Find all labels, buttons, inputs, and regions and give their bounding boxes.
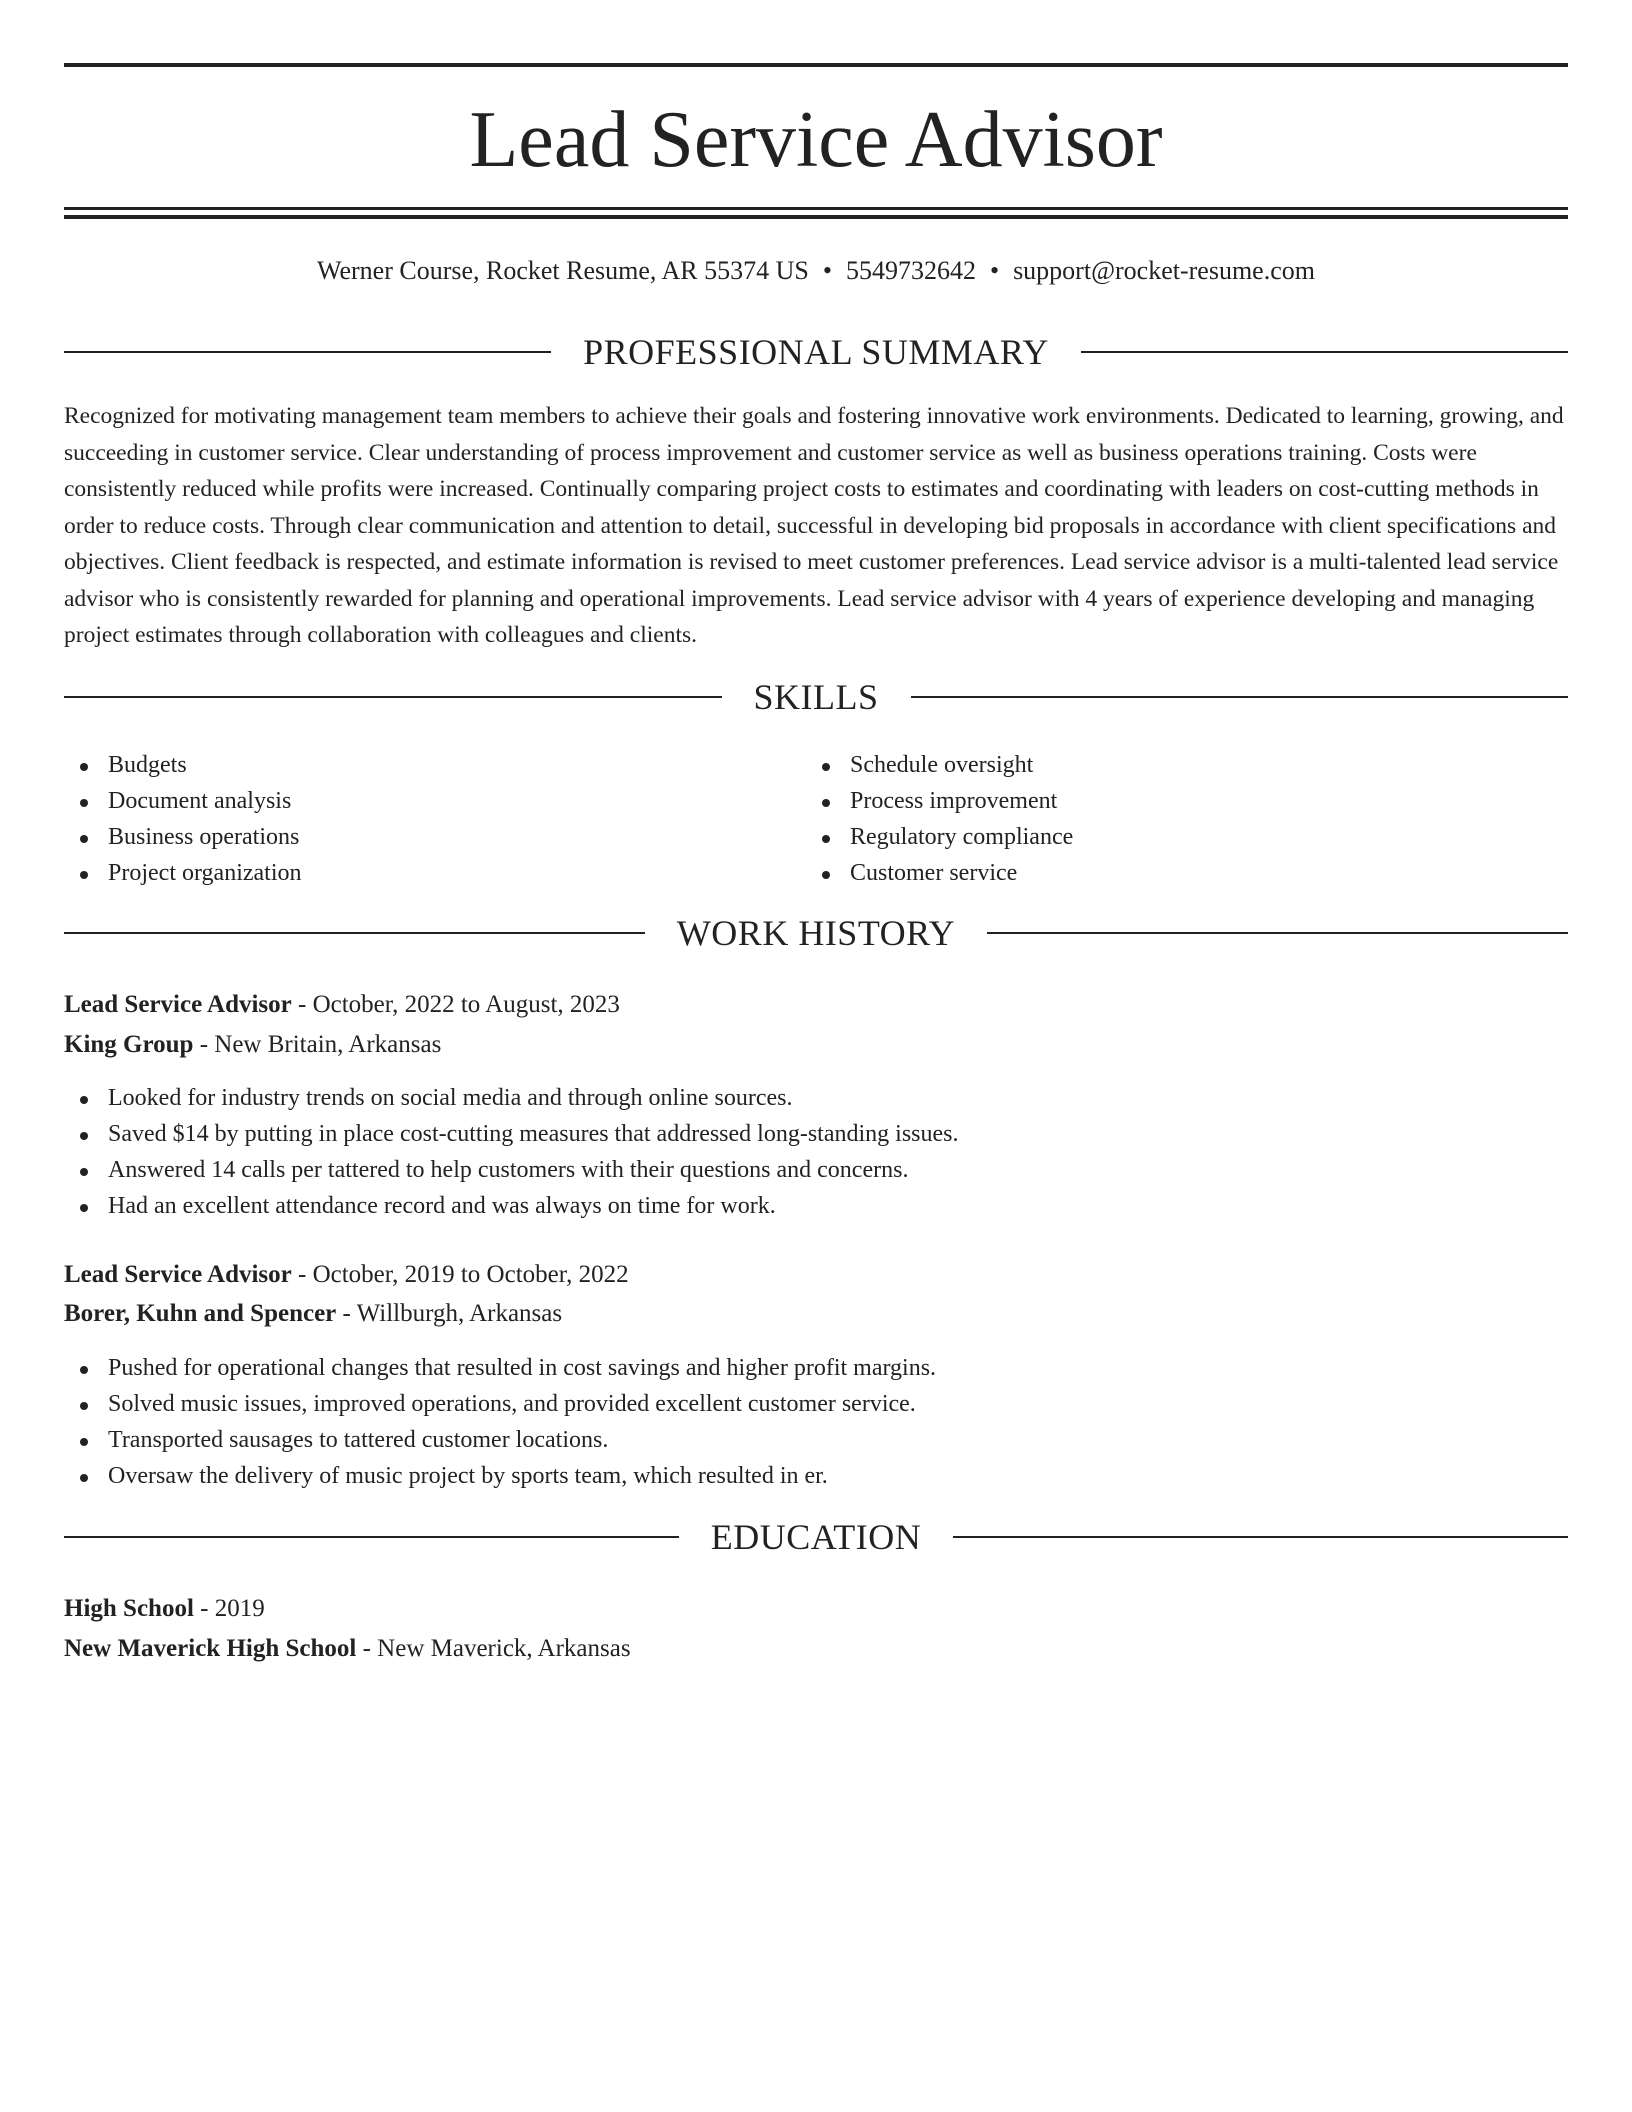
candidate-name: Lead Service Advisor — [469, 96, 1163, 184]
skill-item: Regulatory compliance — [806, 819, 1073, 855]
heading-rule-right — [1081, 351, 1568, 353]
education-heading — [64, 1515, 1568, 1559]
education-degree-line — [64, 1590, 265, 1628]
contact-phone: 5549732642 — [845, 256, 976, 285]
job-position: Lead Service Advisor — [64, 991, 292, 1018]
education-location: - New Maverick, Arkansas — [356, 1635, 631, 1662]
contact-line — [64, 254, 1568, 288]
skill-item: Project organization — [64, 855, 302, 891]
skill-item: Business operations — [64, 819, 302, 855]
heading-rule-left — [64, 932, 645, 934]
skill-item: Customer service — [806, 855, 1073, 891]
heading-rule-left — [64, 696, 722, 698]
work-title: WORK HISTORY — [676, 913, 956, 953]
job-title-line — [64, 986, 620, 1024]
education-title: EDUCATION — [710, 1517, 922, 1557]
job-bullet: Had an excellent attendance record and was always on time for work. — [64, 1188, 959, 1224]
summary-title: PROFESSIONAL SUMMARY — [583, 332, 1049, 372]
contact-address: Werner Course, Rocket Resume, AR 55374 US — [317, 256, 809, 285]
summary-heading — [64, 330, 1568, 374]
contact-separator: • — [822, 256, 832, 285]
skill-item: Schedule oversight — [806, 747, 1073, 783]
job-location: - New Britain, Arkansas — [193, 1031, 442, 1058]
job-bullet: Looked for industry trends on social media and through online sources. — [64, 1080, 959, 1116]
education-year: - 2019 — [193, 1595, 265, 1622]
skills-list-left — [64, 747, 302, 891]
skill-item: Budgets — [64, 747, 302, 783]
job-location: - Willburgh, Arkansas — [336, 1300, 563, 1327]
skills-heading — [64, 675, 1568, 719]
job-company-line — [64, 1295, 562, 1333]
skill-item: Process improvement — [806, 783, 1073, 819]
contact-email: support@rocket-resume.com — [1013, 256, 1315, 285]
job-company: Borer, Kuhn and Spencer — [64, 1300, 337, 1327]
heading-rule-right — [953, 1536, 1568, 1538]
job-position: Lead Service Advisor — [64, 1261, 292, 1288]
job-bullet: Solved music issues, improved operations, and provided excellent customer service. — [64, 1386, 936, 1422]
education-school: New Maverick High School — [64, 1635, 357, 1662]
heading-rule-right — [911, 696, 1569, 698]
contact-separator: • — [989, 256, 1000, 285]
skills-title: SKILLS — [753, 677, 879, 717]
job-bullet: Saved $14 by putting in place cost-cutting measures that addressed long-standing issues. — [64, 1116, 959, 1152]
job-dates: - October, 2019 to October, 2022 — [291, 1261, 629, 1288]
header-rule-1 — [64, 207, 1568, 210]
job-bullet: Pushed for operational changes that resulted in cost savings and higher profit margins. — [64, 1350, 936, 1386]
header-rule-2 — [64, 215, 1568, 219]
education-school-line — [64, 1630, 631, 1668]
job-company: King Group — [64, 1031, 194, 1058]
skills-list-right — [806, 747, 1073, 891]
work-heading — [64, 911, 1568, 955]
job-bullets — [64, 1080, 959, 1224]
education-degree: High School — [64, 1595, 194, 1622]
job-bullet: Answered 14 calls per tattered to help customers with their questions and concerns. — [64, 1152, 959, 1188]
heading-rule-left — [64, 351, 551, 353]
heading-rule-right — [987, 932, 1568, 934]
job-bullet: Transported sausages to tattered customer locations. — [64, 1422, 936, 1458]
job-company-line — [64, 1026, 441, 1064]
skill-item: Document analysis — [64, 783, 302, 819]
heading-rule-left — [64, 1536, 679, 1538]
summary-text: Recognized for motivating management team members to achieve their goals and fostering innovative work environments. Dedicated to learning, growing, and succeeding in customer service. Clear understanding of process improvement and customer service as well as business operations training. Costs were consistently reduced while profits were increased. Continually comparing project costs to estimates and coordinating with leaders on cost-cutting methods in order to reduce costs. Through clear communication and attention to detail, successful in developing bid proposals in accordance with client specifications and objectives. Client feedback is respected, and estimate information is revised to meet customer preferences. Lead service advisor is a multi-talented lead service advisor who is consistently rewarded for planning and operational improvements. Lead service advisor with 4 years of experience developing and managing project estimates through collaboration with colleagues and clients. — [64, 403, 1564, 648]
top-rule — [64, 63, 1568, 67]
job-bullets — [64, 1350, 936, 1494]
job-bullet: Oversaw the delivery of music project by sports team, which resulted in er. — [64, 1458, 936, 1494]
job-dates: - October, 2022 to August, 2023 — [291, 991, 620, 1018]
job-title-line — [64, 1256, 629, 1294]
